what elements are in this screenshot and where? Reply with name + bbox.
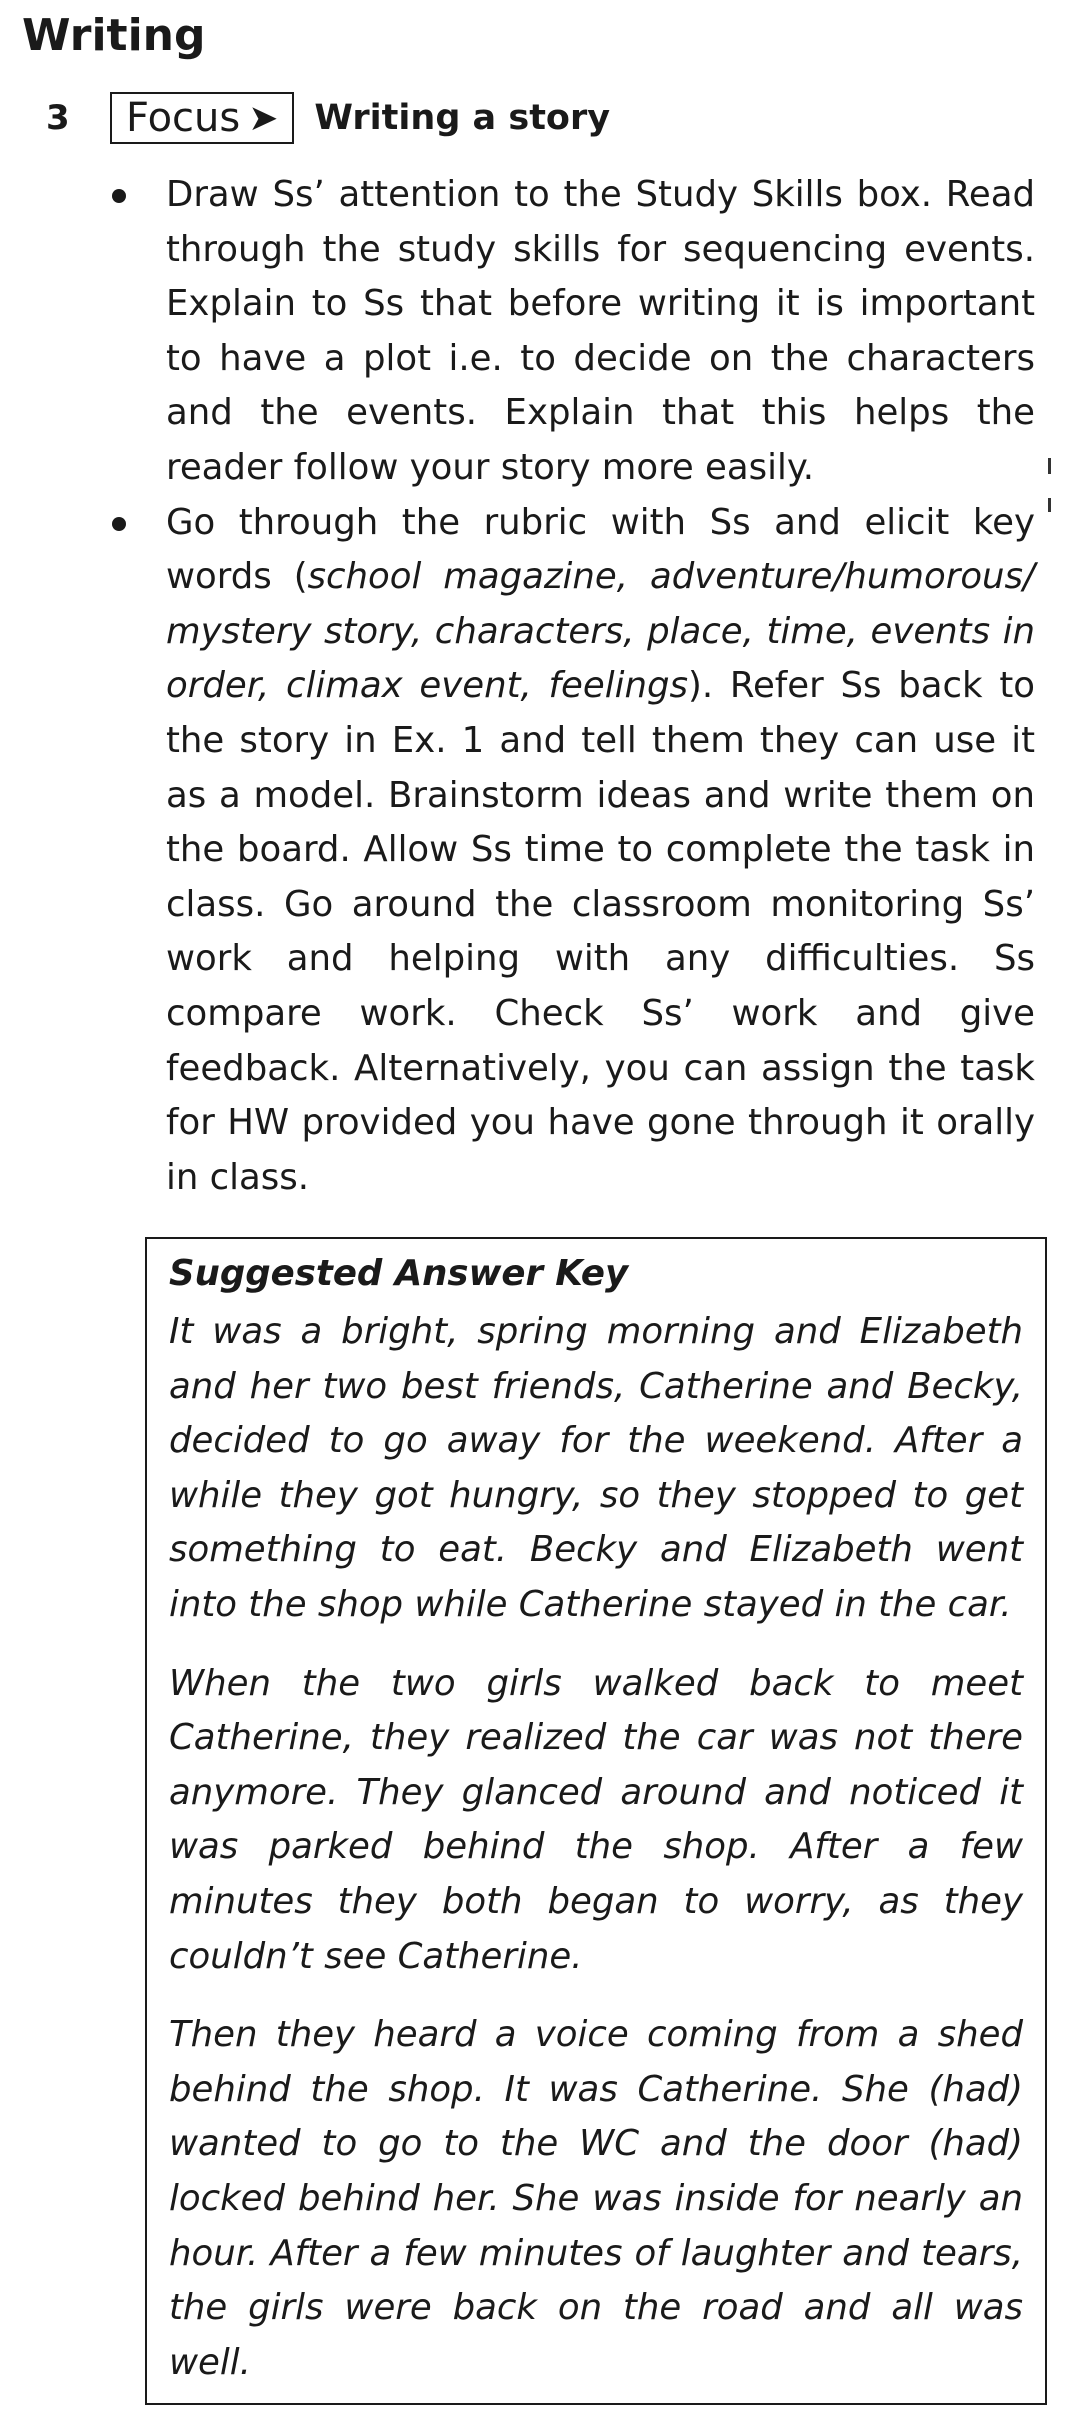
right-arrow-icon: ➤ (248, 97, 279, 139)
margin-mark (1048, 458, 1051, 474)
section-heading: Writing (22, 10, 206, 61)
margin-mark (1048, 498, 1051, 512)
bullet-text: Draw Ss’ attention to the Study Skills box. Read through the study skills for sequencing events. Explain to Ss that before writing it is important to have a plot i.e. to decide on the characters and the events. Explain that this helps the reader follow your story more easily. (166, 174, 1035, 488)
bullet-dot-icon (112, 189, 126, 203)
bullet-item (110, 496, 1035, 1206)
bullet-italic-text: school magazine, adventure/humorous/ mystery story, characters, place, time, events in order, climax event, feelings (166, 556, 1036, 707)
answer-key-title: Suggested Answer Key (169, 1253, 629, 1294)
answer-key-box (145, 1237, 1047, 2405)
answer-paragraph: Then they heard a voice coming from a shed behind the shop. It was Catherine. She (had) wanted to go to the WC and the door (had) locked behind her. She was inside for nearly an hour. After a few minutes of laughter and tears, the girls were back on the road and all was well. (169, 2014, 1023, 2383)
bullet-dot-icon (112, 517, 126, 531)
bullet-text: Go through the rubric with Ss and elicit key words ( (166, 501, 1035, 598)
bullet-text: ). Refer Ss back to the story in Ex. 1 and tell them they can use it as a model. Brainstorm ideas and write them on the board. Allow Ss time to complete the task in class. Go around the classroom monitoring Ss’ work and helping with any difficulties. Ss compare work. Check Ss’ work and give feedback. Alternatively, you can assign the task for HW provided you have gone through it orally in class. (166, 665, 1035, 1198)
exercise-title: Writing a story (314, 98, 611, 138)
instruction-list (110, 168, 1035, 1205)
exercise-header (46, 88, 610, 148)
exercise-number: 3 (46, 98, 70, 138)
focus-label: Focus (126, 95, 241, 141)
answer-paragraph: It was a bright, spring morning and Elizabeth and her two best friends, Catherine and Becky, decided to go away for the weekend. After a while they got hungry, so they stopped to get something to eat. Becky and Elizabeth went into the shop while Catherine stayed in the car. (169, 1311, 1023, 1625)
bullet-item (110, 168, 1035, 496)
focus-label-box (110, 92, 294, 144)
answer-paragraph: When the two girls walked back to meet Catherine, they realized the car was not there anymore. They glanced around and noticed it was parked behind the shop. After a few minutes they both began to worry, as they couldn’t see Catherine. (169, 1662, 1023, 1977)
